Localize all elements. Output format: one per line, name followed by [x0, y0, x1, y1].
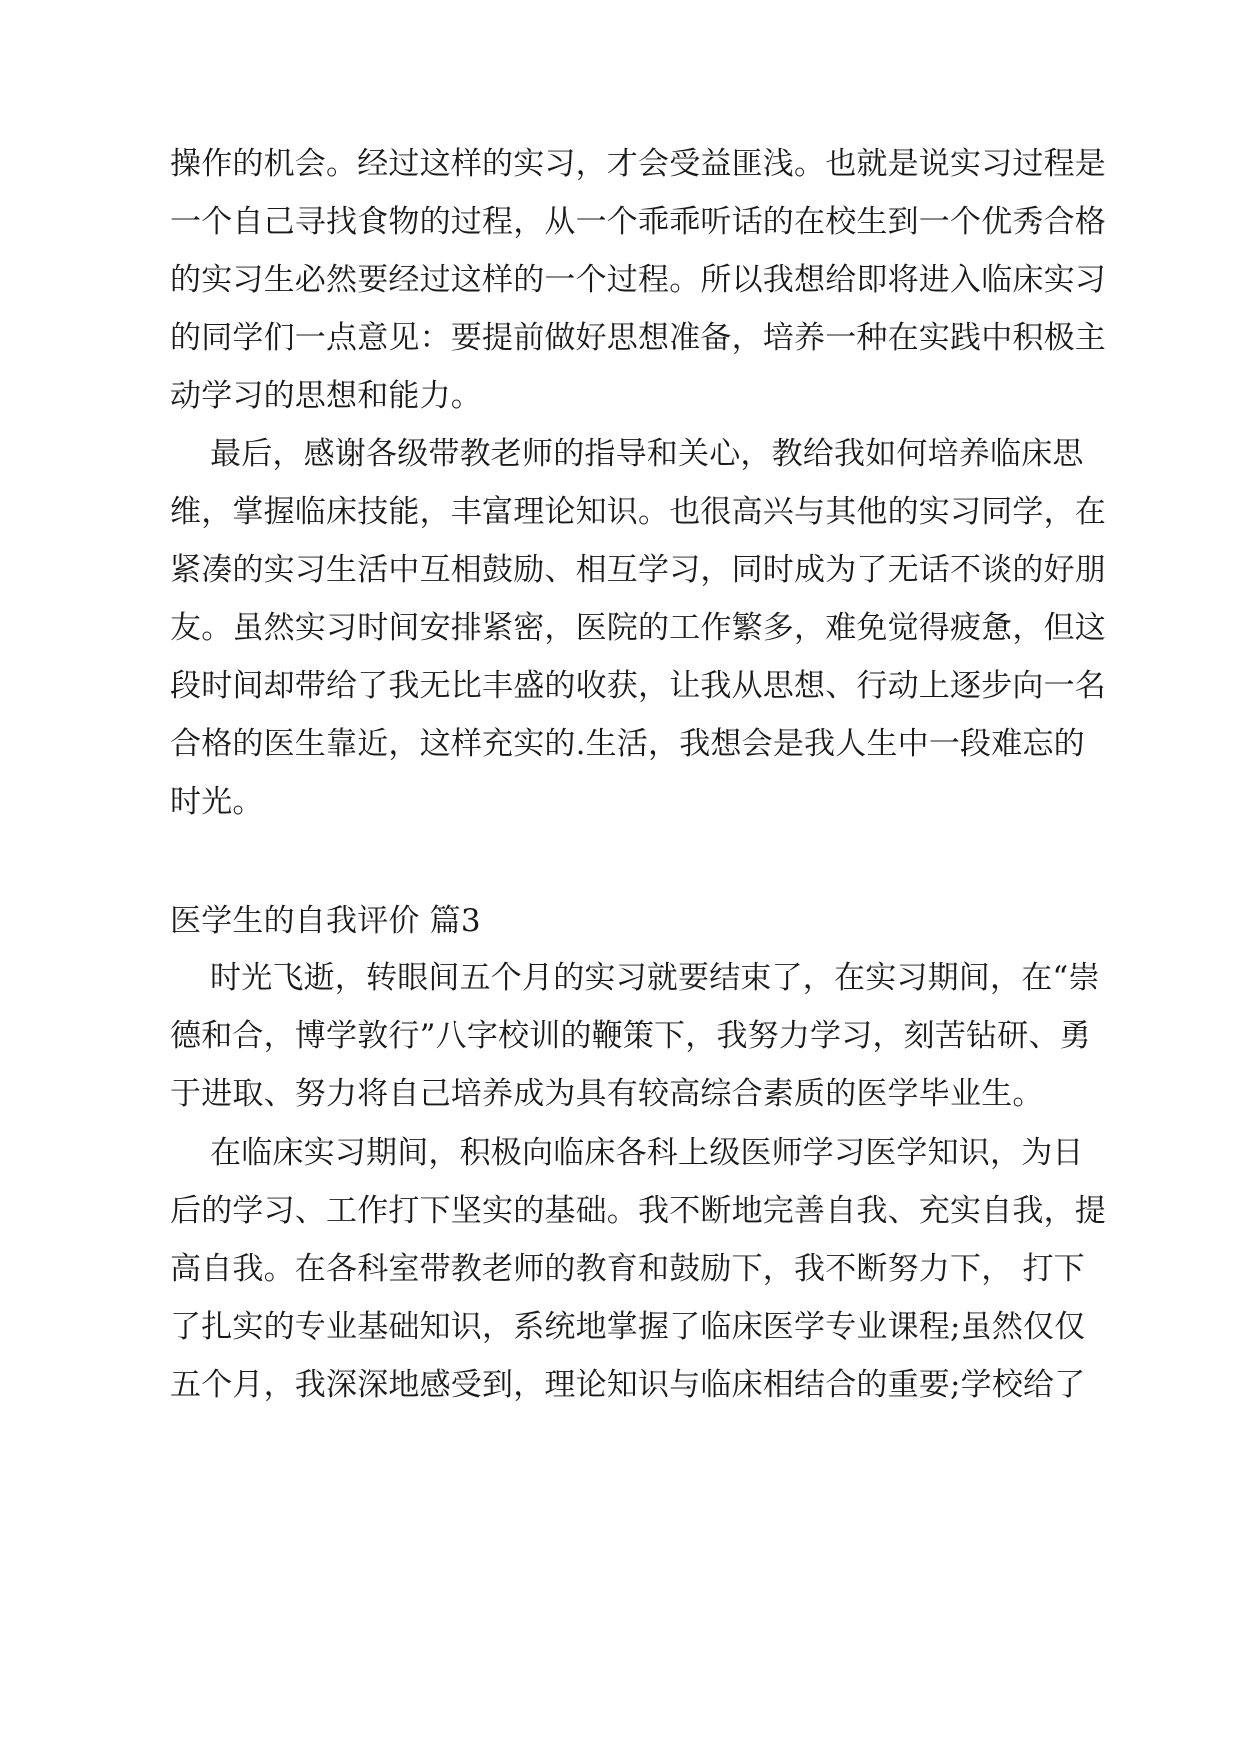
text-line: 动学习的思想和能力。	[170, 378, 482, 414]
text-line: 操作的机会。经过这样的实习，才会受益匪浅。也就是说实习过程是	[170, 146, 1106, 182]
text-line: 德和合，博学敦行”八字校训的鞭策下，我努力学习，刻苦钻研、勇	[170, 1018, 1091, 1054]
text-line: 后的学习、工作打下坚实的基础。我不断地完善自我、充实自我，提	[170, 1193, 1106, 1229]
text-line: 时光飞逝，转眼间五个月的实习就要结束了，在实习期间，在“崇	[210, 960, 1100, 996]
text-line: 时光。	[170, 784, 264, 820]
text-line: 合格的医生靠近，这样充实的.生活，我想会是我人生中一段难忘的	[170, 726, 1085, 762]
text-line: 友。虽然实习时间安排紧密，医院的工作繁多，难免觉得疲惫，但这	[170, 610, 1106, 646]
text-line: 五个月，我深深地感受到，理论知识与临床相结合的重要;学校给了	[170, 1367, 1086, 1403]
section-heading: 医学生的自我评价 篇3	[170, 903, 481, 939]
text-line: 最后，感谢各级带教老师的指导和关心，教给我如何培养临床思	[210, 436, 1084, 472]
text-line: 于进取、努力将自己培养成为具有较高综合素质的医学毕业生。	[170, 1076, 1044, 1112]
text-line: 一个自己寻找食物的过程，从一个乖乖听话的在校生到一个优秀合格	[170, 204, 1106, 240]
text-line: 紧凑的实习生活中互相鼓励、相互学习，同时成为了无话不谈的好朋	[170, 552, 1106, 588]
text-line: 的实习生必然要经过这样的一个过程。所以我想给即将进入临床实习	[170, 262, 1106, 298]
text-line: 维，掌握临床技能，丰富理论知识。也很高兴与其他的实习同学，在	[170, 494, 1106, 530]
text-line: 的同学们一点意见：要提前做好思想准备，培养一种在实践中积极主	[170, 320, 1106, 356]
text-line: 了扎实的专业基础知识，系统地掌握了临床医学专业课程;虽然仅仅	[170, 1309, 1086, 1345]
text-line: 在临床实习期间，积极向临床各科上级医师学习医学知识，为日	[210, 1135, 1084, 1171]
text-line: 段时间却带给了我无比丰盛的收获，让我从思想、行动上逐步向一名	[170, 668, 1106, 704]
text-line: 高自我。在各科室带教老师的教育和鼓励下，我不断努力下， 打下	[170, 1251, 1085, 1287]
